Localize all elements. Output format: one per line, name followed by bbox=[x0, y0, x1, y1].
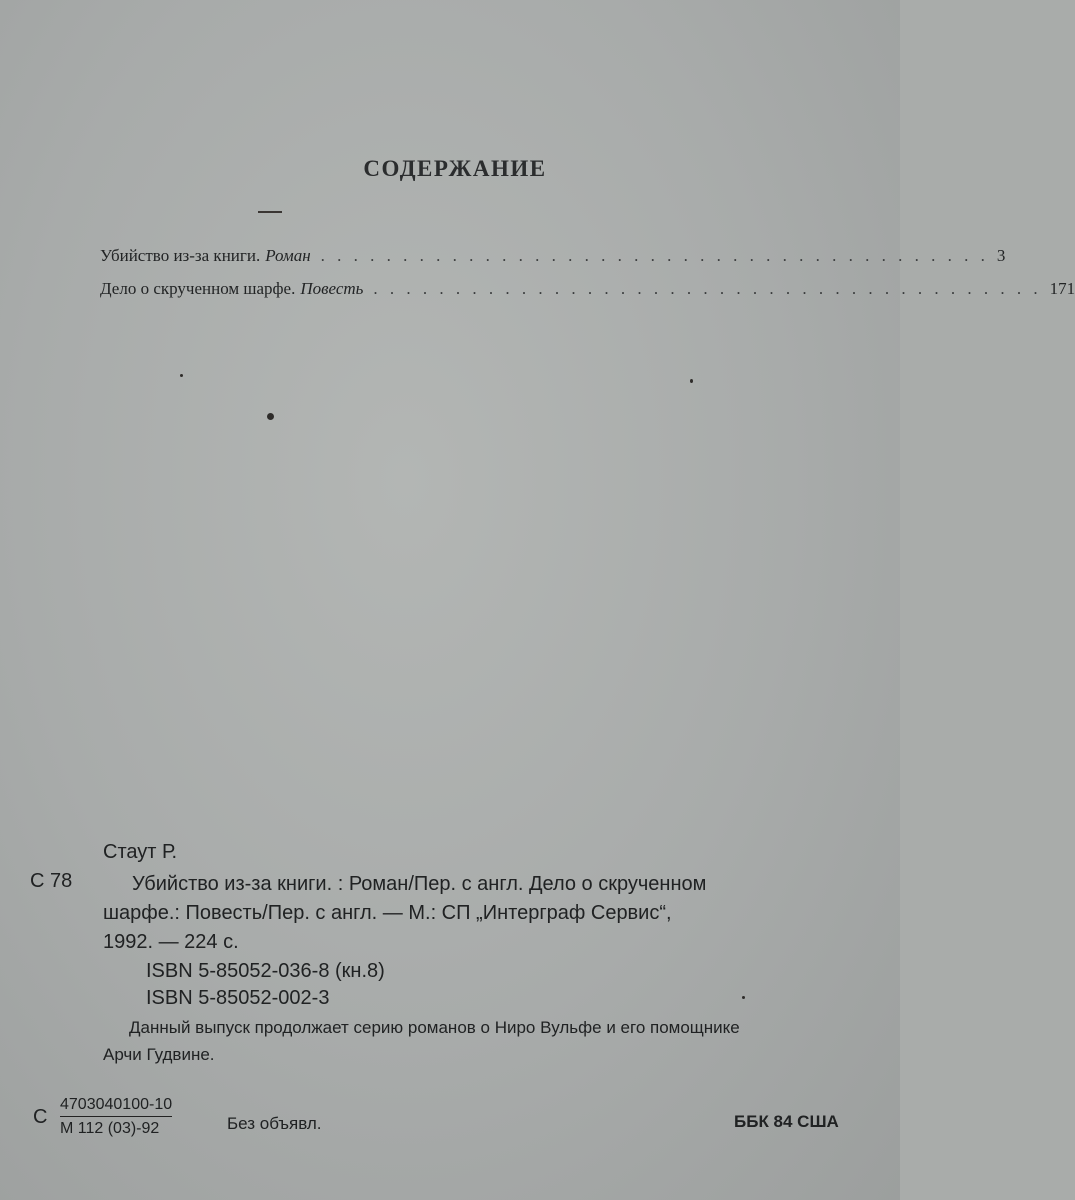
toc-dot-leader: . . . . . . . . . . . . . . . . . . . . . . . . . . . . . . . . . . . . . . . . . bbox=[320, 246, 989, 265]
toc-entry-page: 3 bbox=[996, 246, 1006, 265]
isbn-2: ISBN 5-85052-002-3 bbox=[146, 987, 330, 1009]
annotation-line-1: Данный выпуск продолжает серию романов о Ниро Вульфе и его помощнике bbox=[129, 1018, 740, 1037]
toc-heading: СОДЕРЖАНИЕ bbox=[363, 156, 547, 181]
biblio-line-3: 1992. — 224 с. bbox=[103, 931, 239, 953]
fraction-numerator: 4703040100-10 bbox=[60, 1096, 172, 1117]
annotation-line-2: Арчи Гудвине. bbox=[103, 1045, 215, 1064]
isbn-1: ISBN 5-85052-036-8 (кн.8) bbox=[146, 960, 385, 982]
toc-dot-leader: . . . . . . . . . . . . . . . . . . . . . . . . . . . . . . . . . . . . . . . . . bbox=[373, 279, 1042, 298]
no-ads-note: Без объявл. bbox=[227, 1114, 322, 1133]
biblio-line-1: Убийство из-за книги. : Роман/Пер. с англ. Дело о скрученном bbox=[132, 873, 707, 895]
biblio-line-2: шарфе.: Повесть/Пер. с англ. — М.: СП „Интерграф Сервис“, bbox=[103, 902, 672, 924]
toc-entry-page: 171 bbox=[1049, 279, 1075, 298]
index-fraction bbox=[60, 1096, 172, 1138]
toc-entry-title: Дело о скрученном шарфе. bbox=[100, 279, 296, 298]
author-name: Стаут Р. bbox=[103, 841, 178, 863]
fraction-prefix: С bbox=[33, 1106, 48, 1128]
author-sign-code: С 78 bbox=[30, 870, 73, 892]
toc-entry-genre: Роман bbox=[265, 246, 311, 265]
toc-entry-genre: Повесть bbox=[300, 279, 364, 298]
bbk-code: ББК 84 США bbox=[734, 1112, 839, 1131]
fraction-denominator: М 112 (03)-92 bbox=[60, 1120, 160, 1137]
toc-entry-title: Убийство из-за книги. bbox=[100, 246, 261, 265]
